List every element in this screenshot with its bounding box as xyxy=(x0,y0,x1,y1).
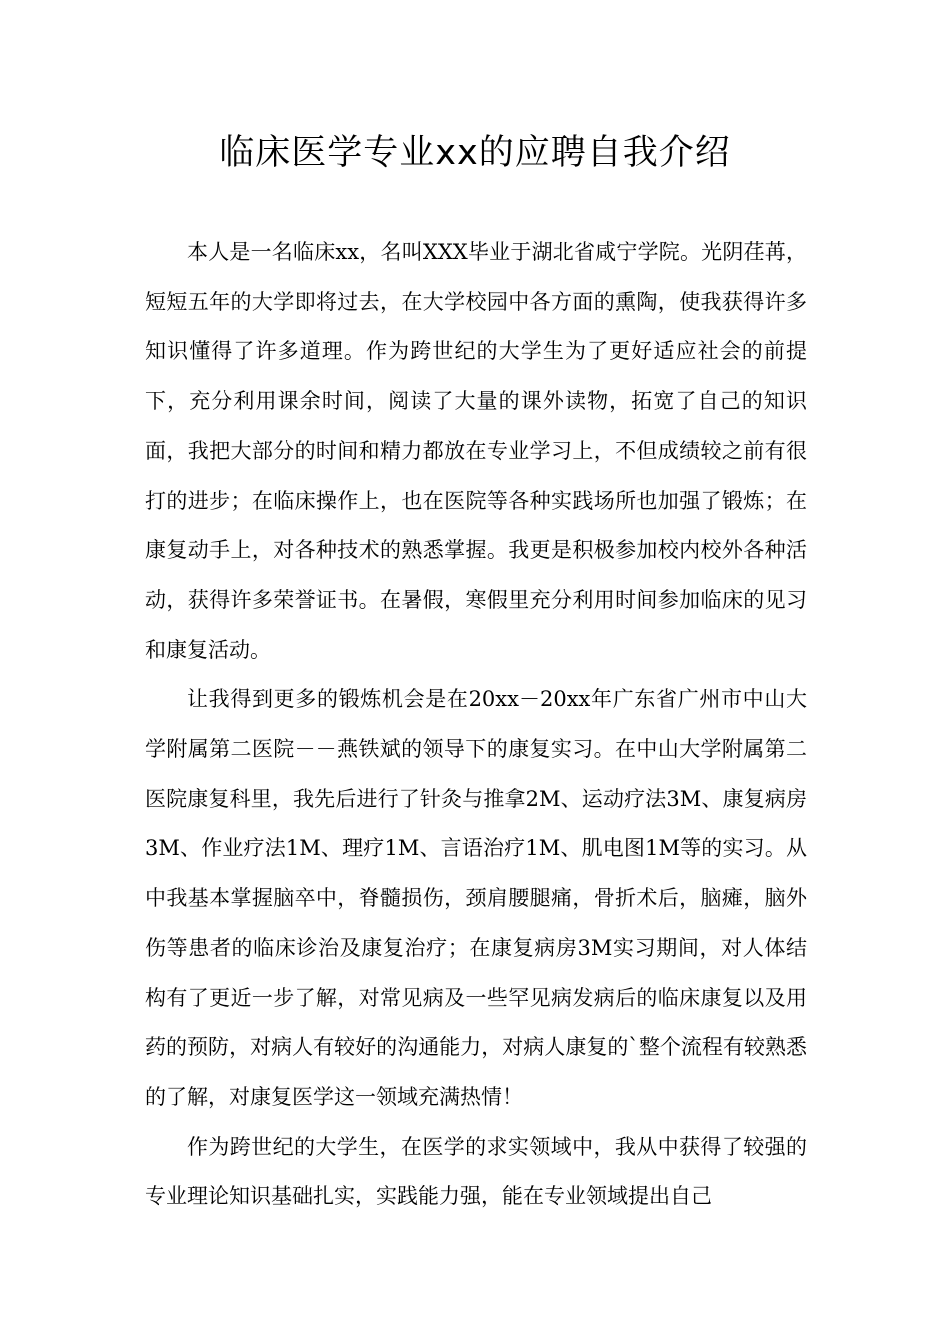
document-title: 临床医学专业xx的应聘自我介绍 xyxy=(219,133,731,173)
paragraph-2: 让我得到更多的锻炼机会是在20xx－20xx年广东省广州市中山大学附属第二医院－－燕铁斌的领导下的康复实习。在中山大学附属第二医院康复科里，我先后进行了针灸与推拿2M、运动疗法3M、康复病房3M、作业疗法1M、理疗1M、言语治疗1M、肌电图1M等的实习。从中我基本掌握脑卒中，脊髓损伤，颈肩腰腿痛，骨折术后，脑瘫，脑外伤等患者的临床诊治及康复治疗；在康复病房3M实习期间，对人体结构有了更近一步了解，对常见病及一些罕见病发病后的临床康复以及用药的预防，对病人有较好的沟通能力，对病人康复的`整个流程有较熟悉的了解，对康复医学这一领域充满热情！ xyxy=(145,687,807,1109)
paragraph-3: 作为跨世纪的大学生，在医学的求实领域中，我从中获得了较强的专业理论知识基础扎实，实践能力强，能在专业领域提出自己 xyxy=(145,1134,807,1209)
document-body xyxy=(145,228,807,1222)
paragraph-1: 本人是一名临床xx，名叫XXX毕业于湖北省咸宁学院。光阴荏苒，短短五年的大学即将过去，在大学校园中各方面的熏陶，使我获得许多知识懂得了许多道理。作为跨世纪的大学生为了更好适应社会的前提下，充分利用课余时间，阅读了大量的课外读物，拓宽了自己的知识面，我把大部分的时间和精力都放在专业学习上，不但成绩较之前有很打的进步；在临床操作上，也在医院等各种实践场所也加强了锻炼；在康复动手上，对各种技术的熟悉掌握。我更是积极参加校内校外各种活动，获得许多荣誉证书。在暑假，寒假里充分利用时间参加临床的见习和康复活动。 xyxy=(145,240,807,662)
